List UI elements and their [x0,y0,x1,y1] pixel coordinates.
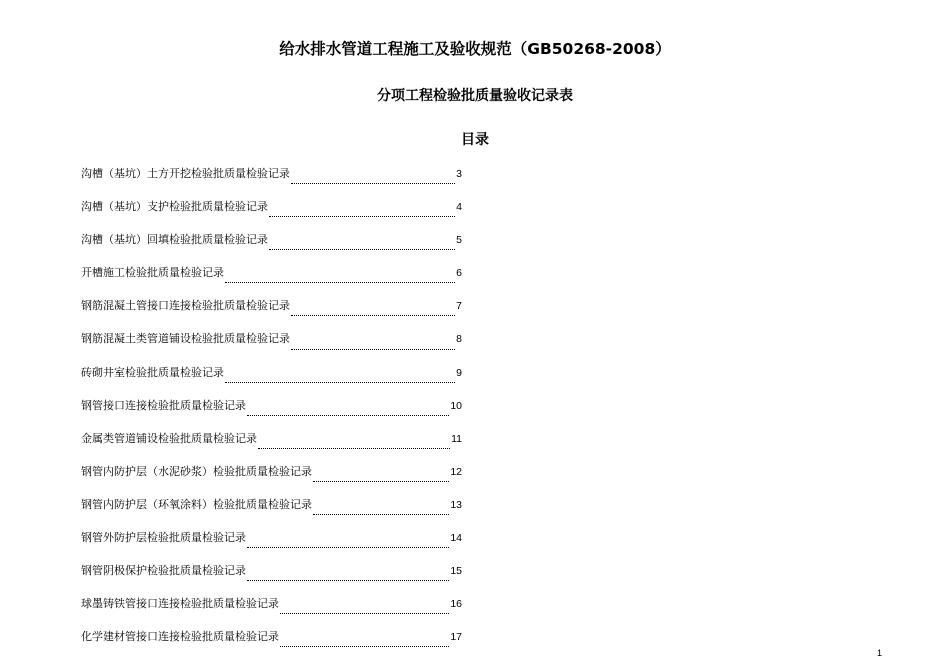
toc-leader-dots [247,414,449,416]
toc-entry-title: 沟槽（基坑）支护检验批质量检验记录 [81,200,268,214]
toc-entry[interactable] [81,330,462,363]
toc-entry[interactable] [81,562,462,595]
toc-entry-page: 13 [450,498,462,511]
toc-entry[interactable] [81,297,462,330]
toc-entry-page: 7 [456,300,462,313]
toc-entry-page: 5 [456,234,462,247]
toc-entry-title: 沟槽（基坑）土方开挖检验批质量检验记录 [81,167,290,180]
toc-entry[interactable] [81,397,462,430]
toc-leader-dots [269,248,455,250]
toc-leader-dots [291,182,455,184]
toc-leader-dots [225,281,455,283]
toc-entry-page: 4 [456,201,462,214]
toc-entry-page: 12 [450,465,462,478]
toc-entry-title: 开槽施工检验批质量检验记录 [81,266,224,280]
document-subtitle: 分项工程检验批质量验收记录表 [377,88,573,104]
toc-leader-dots [313,480,449,482]
toc-entry-page: 11 [451,432,462,445]
toc-leader-dots [313,513,449,515]
toc-leader-dots [225,381,455,383]
toc-leader-dots [258,447,450,449]
toc-leader-dots [291,348,455,350]
toc-entry[interactable] [81,430,462,463]
toc-entry[interactable] [81,231,462,264]
toc-entry[interactable] [81,165,462,198]
toc-entry-page: 16 [450,598,462,611]
toc-leader-dots [247,546,449,548]
toc-leader-dots [247,579,449,581]
toc-entry-title: 金属类管道铺设检验批质量检验记录 [81,431,257,445]
page-number: 1 [877,648,883,658]
toc-leader-dots [291,314,455,316]
toc-entry-page: 15 [450,565,462,578]
toc-entry-title: 化学建材管接口连接检验批质量检验记录 [81,630,279,644]
toc-entry[interactable] [81,595,462,628]
toc-entry-page: 8 [456,333,462,346]
toc-entry-title: 钢管外防护层检验批质量检验记录 [81,531,246,545]
toc-entry[interactable] [81,463,462,496]
toc-entry-page: 3 [456,168,462,180]
toc-heading: 目录 [461,132,489,148]
toc-entry-title: 砖砌井室检验批质量检验记录 [81,365,224,379]
toc-entry-page: 17 [450,631,462,644]
toc-entry[interactable] [81,364,462,397]
toc-entry-title: 钢筋混凝土管接口连接检验批质量检验记录 [81,299,290,313]
toc-leader-dots [280,612,449,614]
toc-entry[interactable] [81,264,462,297]
toc-entry-title: 沟槽（基坑）回填检验批质量检验记录 [81,233,268,247]
toc-entry-title: 钢管内防护层（环氧涂料）检验批质量检验记录 [81,497,312,511]
toc-entry[interactable] [81,496,462,529]
toc-entry[interactable] [81,529,462,562]
toc-entry-page: 10 [450,399,462,412]
table-of-contents [81,165,462,661]
toc-entry-page: 6 [456,267,462,280]
toc-entry-title: 钢管内防护层（水泥砂浆）检验批质量检验记录 [81,464,312,478]
toc-leader-dots [269,215,455,217]
toc-entry-title: 钢管接口连接检验批质量检验记录 [81,398,246,412]
toc-entry[interactable] [81,198,462,231]
toc-entry-page: 14 [450,532,462,545]
toc-entry-page: 9 [456,366,462,379]
toc-entry-title: 球墨铸铁管接口连接检验批质量检验记录 [81,597,279,611]
toc-entry-title: 钢管阴极保护检验批质量检验记录 [81,564,246,578]
toc-entry[interactable] [81,628,462,661]
toc-leader-dots [280,645,449,647]
toc-entry-title: 钢筋混凝土类管道铺设检验批质量检验记录 [81,332,290,346]
document-title: 给水排水管道工程施工及验收规范（GB50268-2008） [279,40,671,58]
